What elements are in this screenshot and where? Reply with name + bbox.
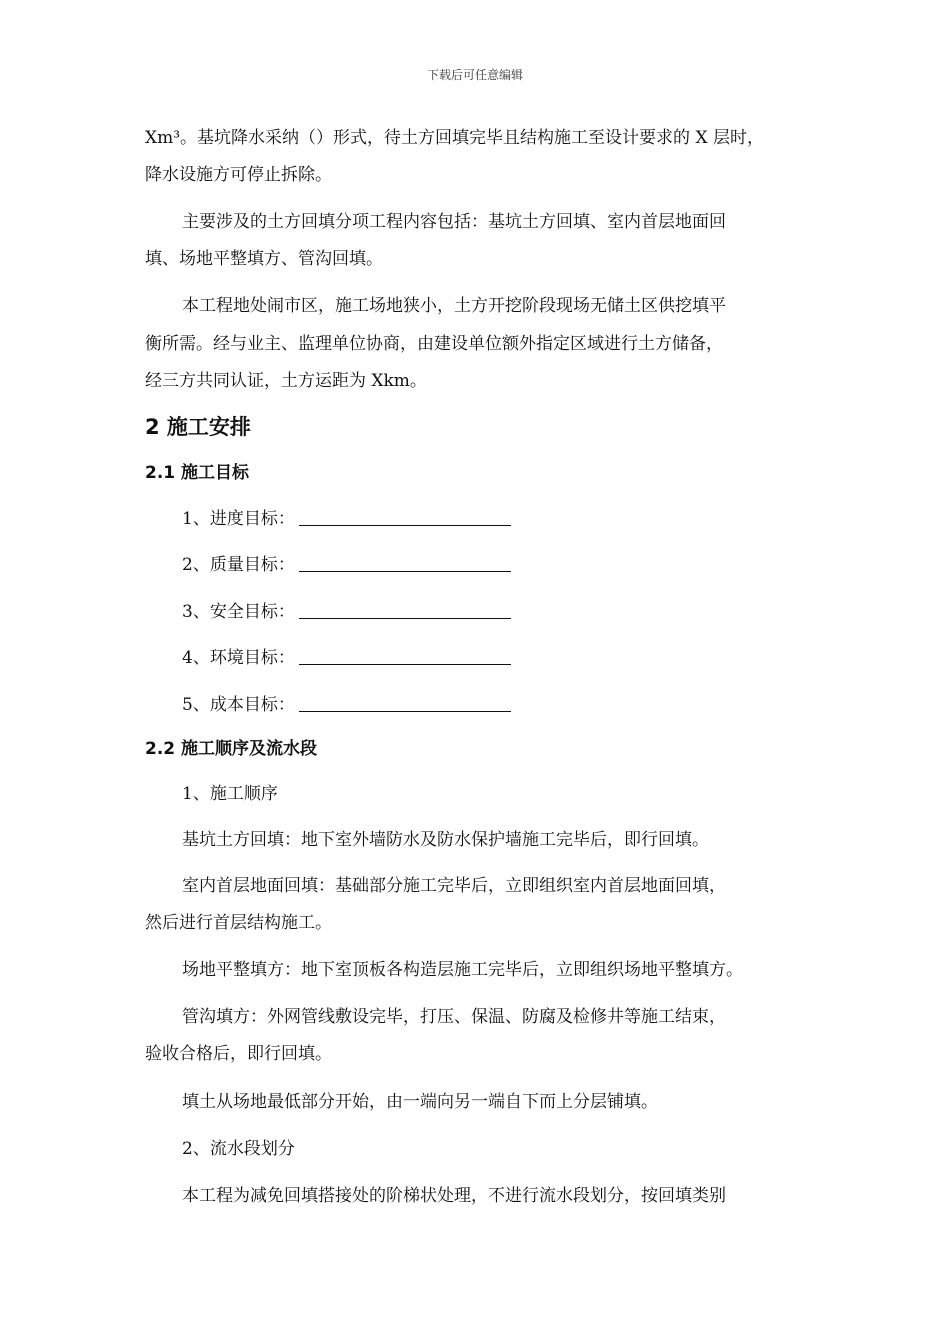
intro-p3-line3: 经三方共同认证，土方运距为 Xkm。 [145, 371, 427, 391]
goal-quality [182, 553, 511, 577]
goal-cost-blank [299, 693, 511, 712]
page-header-note: 下载后可任意编辑 [426, 68, 523, 82]
segment-description-line1: 本工程为减免回填搭接处的阶梯状处理，不进行流水段划分，按回填类别 [182, 1186, 726, 1206]
goal-quality-blank [299, 553, 511, 572]
intro-p2-line1: 主要涉及的土方回填分项工程内容包括：基坑土方回填、室内首层地面回 [182, 212, 726, 232]
section-2-1-heading: 2.1 施工目标 [145, 463, 250, 483]
goal-schedule-blank [299, 507, 511, 526]
order-trench-line1: 管沟填方：外网管线敷设完毕，打压、保温、防腐及检修井等施工结束， [182, 1007, 726, 1027]
goal-safety-blank [299, 600, 511, 619]
order-site-leveling: 场地平整填方：地下室顶板各构造层施工完毕后，立即组织场地平整填方。 [182, 960, 743, 980]
goal-safety-label: 3、安全目标： [182, 602, 295, 622]
goal-cost-label: 5、成本目标： [182, 695, 295, 715]
section-2-heading: 2 施工安排 [145, 415, 251, 439]
order-fill-method: 填土从场地最低部分开始，由一端向另一端自下而上分层铺填。 [182, 1092, 658, 1112]
goal-cost [182, 693, 511, 717]
order-item-heading: 1、施工顺序 [182, 784, 278, 804]
intro-p1-line1: Xm³。基坑降水采纳（）形式，待土方回填完毕且结构施工至设计要求的 X 层时， [145, 128, 764, 148]
goal-environment [182, 646, 511, 670]
order-pit-backfill: 基坑土方回填：地下室外墙防水及防水保护墙施工完毕后，即行回填。 [182, 830, 709, 850]
intro-p2-line2: 填、场地平整填方、管沟回填。 [145, 249, 383, 269]
intro-p1-line2: 降水设施方可停止拆除。 [145, 165, 332, 185]
order-floor-backfill-line1: 室内首层地面回填：基础部分施工完毕后，立即组织室内首层地面回填， [182, 876, 726, 896]
goal-safety [182, 600, 511, 624]
intro-p3-line1: 本工程地处闹市区，施工场地狭小，土方开挖阶段现场无储土区供挖填平 [182, 296, 726, 316]
goal-environment-label: 4、环境目标： [182, 648, 295, 668]
order-trench-line2: 验收合格后，即行回填。 [145, 1044, 332, 1064]
goal-environment-blank [299, 646, 511, 665]
section-2-2-heading: 2.2 施工顺序及流水段 [145, 739, 318, 759]
intro-p3-line2: 衡所需。经与业主、监理单位协商，由建设单位额外指定区域进行土方储备， [145, 334, 723, 354]
goal-schedule [182, 507, 511, 531]
order-floor-backfill-line2: 然后进行首层结构施工。 [145, 913, 332, 933]
goal-quality-label: 2、质量目标： [182, 555, 295, 575]
segment-item-heading: 2、流水段划分 [182, 1139, 295, 1159]
goal-schedule-label: 1、进度目标： [182, 509, 295, 529]
